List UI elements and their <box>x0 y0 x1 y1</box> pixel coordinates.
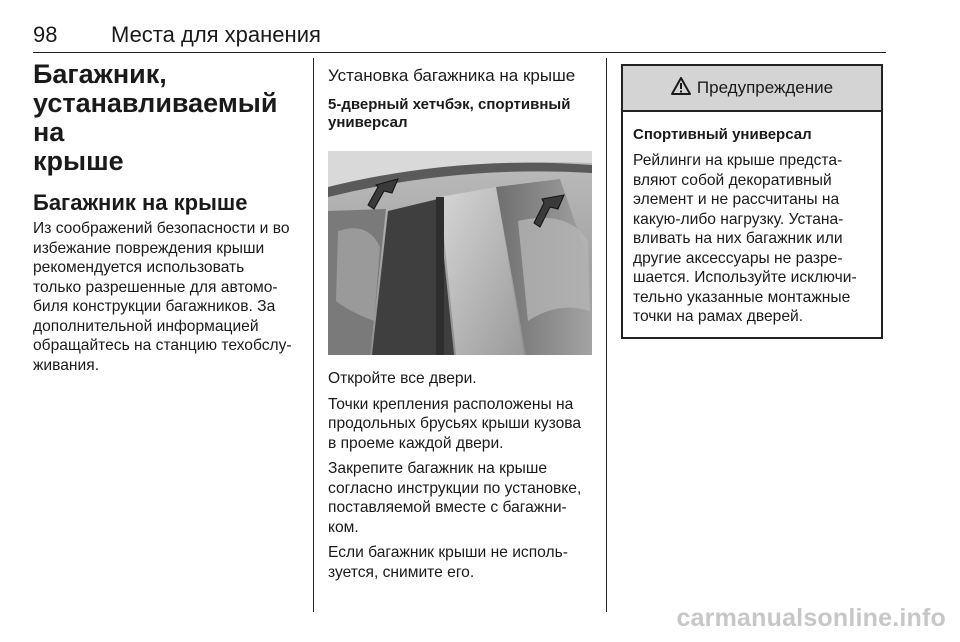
text-line: Из соображений безопасности и во <box>33 220 290 237</box>
warning-text <box>633 151 871 327</box>
instruction-paragraph <box>328 395 594 454</box>
text-line: в проеме каждой двери. <box>328 434 504 452</box>
text-line: Закрепите багажник на крыше <box>328 460 548 477</box>
column-divider <box>606 58 607 612</box>
middle-column <box>328 66 594 588</box>
text-line: Точки крепления расположены на <box>328 395 574 413</box>
warning-body <box>623 112 881 337</box>
text-line: какую-либо нагрузку. Устана- <box>633 210 844 228</box>
text-line: шается. Используйте исключи- <box>633 269 857 286</box>
text-line: 5-дверный хетчбэк, спортивный <box>328 96 571 113</box>
text-line: ком. <box>328 518 359 536</box>
text-line: элемент и не рассчитаны на <box>633 191 840 208</box>
text-line: только разрешенные для автомо- <box>33 278 278 296</box>
text-line: тельно указанные монтажные <box>633 288 851 306</box>
text-line: согласно инструкции по установке, <box>328 479 582 497</box>
text-line: живания. <box>33 356 100 374</box>
instruction-paragraph <box>328 459 594 537</box>
text-line: вляют собой декоративный <box>633 171 832 189</box>
text-line: обращайтесь на станцию техобслу- <box>33 337 292 354</box>
section-title-line: крыше <box>33 146 124 176</box>
watermark: carmanualsonline.info <box>676 604 946 632</box>
instruction-paragraph <box>328 369 594 389</box>
instruction-paragraph <box>328 543 594 582</box>
text-line: Откройте все двери. <box>328 370 477 387</box>
section-title-line: Багажник, <box>33 59 167 89</box>
text-line: вливать на них багажник или <box>633 230 843 247</box>
warning-triangle-icon <box>671 77 691 100</box>
page-number: 98 <box>33 22 58 47</box>
page-header <box>33 20 886 53</box>
warning-subtitle: Спортивный универсал <box>633 126 812 143</box>
section-subtitle: Багажник на крыше <box>33 190 248 215</box>
warning-box <box>621 64 883 339</box>
text-line: поставляемой вместе с багажни- <box>328 499 567 516</box>
text-line: рекомендуется использовать <box>33 259 245 276</box>
warning-header <box>623 66 881 112</box>
intro-paragraph <box>33 219 303 375</box>
text-line: избежание повреждения крыши <box>33 239 265 257</box>
text-line: универсал <box>328 114 408 131</box>
vehicle-variant-heading <box>328 96 594 132</box>
text-line: биля конструкции багажников. За <box>33 298 276 315</box>
column-divider <box>313 58 314 612</box>
installation-heading: Установка багажника на крыше <box>328 66 576 85</box>
roof-mount-illustration <box>328 151 592 355</box>
text-line: Если багажник крыши не исполь- <box>328 544 568 561</box>
text-line: дополнительной информацией <box>33 317 259 335</box>
text-line: другие аксессуары не разре- <box>633 249 843 267</box>
text-line: точки на рамах дверей. <box>633 308 804 325</box>
chapter-title: Места для хранения <box>111 22 321 47</box>
text-line: зуется, снимите его. <box>328 563 475 581</box>
warning-title: Предупреждение <box>696 78 834 97</box>
text-line: Рейлинги на крыше предста- <box>633 152 843 169</box>
left-column <box>33 60 303 375</box>
text-line: продольных брусьях крыши кузова <box>328 415 582 432</box>
section-title-line: устанавливаемый на <box>33 88 278 147</box>
section-title <box>33 60 303 176</box>
